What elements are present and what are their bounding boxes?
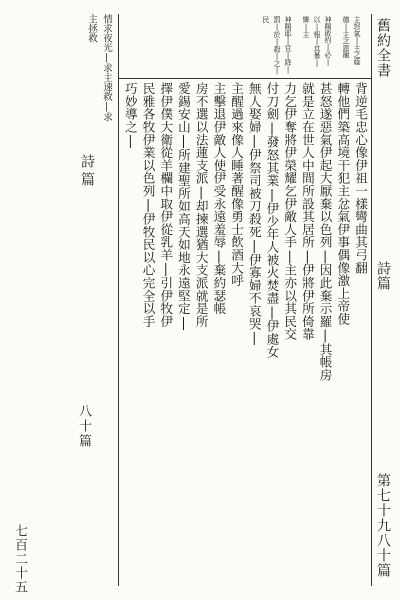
running-head-section: 詩篇 [375, 260, 391, 291]
text-line: 主醒過來像人睡著醒像勇士飲酒大呼 [229, 82, 245, 287]
text-line: 民雅各牧伊業以色列|伊牧民以心完全以手 [140, 82, 156, 328]
side-notes: 情求夜光|求主速救|求主拯救 [86, 14, 112, 122]
running-head-chapter: 第七十九八十篇 [375, 473, 391, 578]
side-margin [8, 14, 114, 586]
marginal-notes [253, 16, 369, 76]
text-line: 擇伊僕大衛從羊欄中取伊從乳羊|引伊牧伊 [158, 82, 174, 328]
text-line: 甚怒遂惡氣伊起大厭棄以色列|因此棄示羅|其帳房 [317, 82, 333, 382]
note-column: 神賜敗約|必|以|報|其暴|憐|主 [302, 16, 332, 67]
text-line: 轉他們築高境干犯主忿氣伊事偶像激上帝使 [335, 82, 351, 326]
text-line: 就是立在世人中間所設其居所|伊將伊所倚靠 [299, 82, 315, 341]
text-line: 巧妙導之| [122, 82, 138, 149]
text-line: 愛錫安山|所建聖所如高天如地永遠堅定| [175, 82, 191, 330]
text-line: 背逆毛忠心像伊祖一樣彎曲其弓翻 [353, 82, 368, 274]
running-head-book: 舊約全書 [375, 18, 391, 78]
scripture-body [121, 82, 369, 582]
side-title: 詩篇 [79, 154, 95, 190]
text-line: 無人娶婦|伊祭司被刀殺死|伊寡婦不哀哭| [246, 82, 262, 346]
running-head [374, 18, 392, 578]
side-chapter: 八十篇 [76, 404, 91, 449]
page-number: 七百二十五 [12, 524, 27, 594]
text-line: 房不選以法蓮支派|却揀選猶大支派就是所 [193, 82, 209, 328]
text-line: 力乞伊奪將伊榮耀乞伊敵人手|主亦以其民交 [282, 82, 298, 341]
text-line: 付刀劍|發怒其業|伊少年人被火焚盡|伊處女 [264, 82, 280, 358]
note-column: 主怒氣|主之蔭德|主之恩寵 [342, 16, 361, 65]
text-line: 主擊退伊敵人使伊受永遠羞辱|棄約瑟帳 [211, 82, 227, 315]
note-column: 神賜耶|宜|降|罰|於|殺|之|民 [262, 16, 292, 75]
main-text-frame [118, 14, 372, 586]
notes-band [119, 14, 371, 79]
